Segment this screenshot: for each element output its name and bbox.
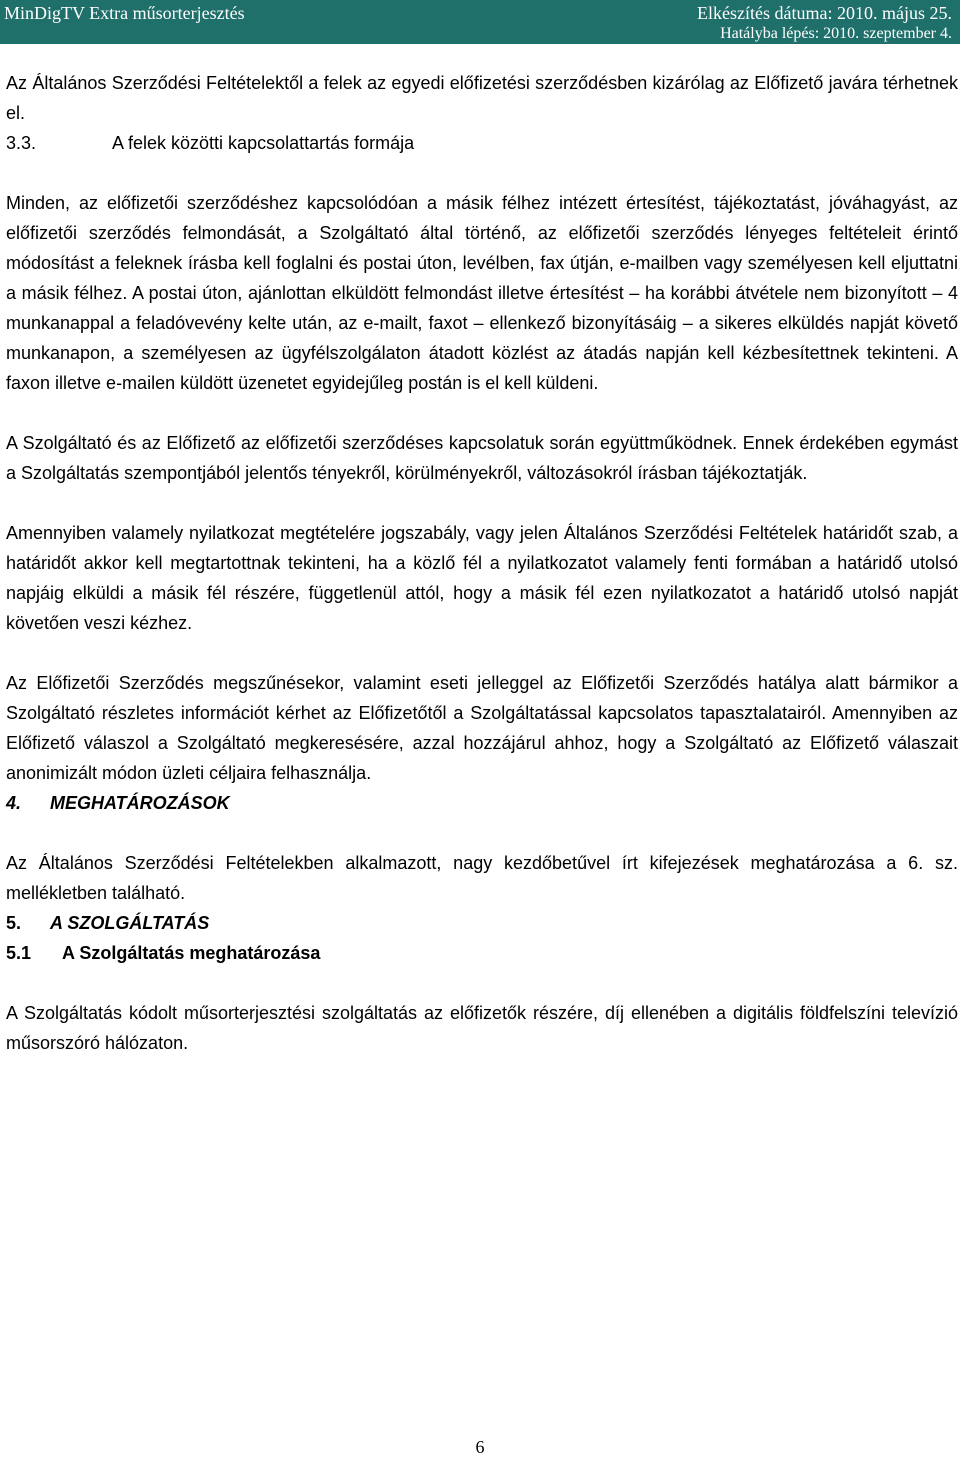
paragraph-cooperation: A Szolgáltató és az Előfizető az előfizetői szerződéses kapcsolatuk során együttműködnek. Ennek érdekében egymást a Szolgáltatás szempontjából jelentős tényekről, körülményekről, változásokról írásban tájékoztatják. xyxy=(6,433,958,483)
paragraph-feedback: Az Előfizetői Szerződés megszűnésekor, valamint eseti jelleggel az Előfizetői Szerződés hatálya alatt bármikor a Szolgáltató részletes információt kérhet az Előfizetőtől a Szolgáltatással kapcsolatos tapasztalatairól. Amennyiben az Előfizető válaszol a Szolgáltató megkeresésére, azzal hozzájárul ahhoz, hogy a Szolgáltató az Előfizető válaszait anonimizált módon üzleti céljaira felhasználja. xyxy=(6,673,958,783)
section-number: 3.3. xyxy=(6,133,37,153)
paragraph-deviation: Az Általános Szerződési Feltételektől a felek az egyedi előfizetési szerződésben kizárólag az Előfizető javára térhetnek el. xyxy=(6,73,958,123)
header-title: MinDigTV Extra műsorterjesztés xyxy=(4,3,245,23)
section-title: A Szolgáltatás meghatározása xyxy=(62,943,321,963)
paragraph-service-definition: A Szolgáltatás kódolt műsorterjesztési szolgáltatás az előfizetők részére, díj ellenében a digitális földfelszíni televízió műsorszóró hálózaton. xyxy=(6,1003,958,1053)
section-number: 5.1 xyxy=(6,943,32,963)
header-dates xyxy=(697,2,952,44)
paragraph-deadline: Amennyiben valamely nyilatkozat megtételére jogszabály, vagy jelen Általános Szerződési Feltételek határidőt szab, a határidőt akkor kell megtartottnak tekinteni, ha a közlő fél a nyilatkozatot valamely fenti formában a határidő utolsó napjáig elküldi a másik fél részére, függetlenül attól, hogy a másik fél ezen nyilatkozatot a határidő utolsó napját követően veszi kézhez. xyxy=(6,523,958,633)
paragraph-definitions: Az Általános Szerződési Feltételekben alkalmazott, nagy kezdőbetűvel írt kifejezések meghatározása a 6. sz. mellékletben található. xyxy=(6,853,958,903)
page-number: 6 xyxy=(475,1437,485,1457)
section-title: A SZOLGÁLTATÁS xyxy=(50,913,210,933)
section-title: MEGHATÁROZÁSOK xyxy=(50,793,230,813)
document-body xyxy=(6,68,958,1058)
section-heading-5-1 xyxy=(6,938,958,968)
section-heading-4 xyxy=(6,788,958,818)
section-number: 4. xyxy=(6,793,22,813)
section-title: A felek közötti kapcsolattartás formája xyxy=(112,133,415,153)
section-heading-3-3 xyxy=(6,128,958,158)
header-effective-date: Hatályba lépés: 2010. szeptember 4. xyxy=(720,25,952,42)
page-header xyxy=(0,0,960,44)
section-heading-5 xyxy=(6,908,958,938)
section-number: 5. xyxy=(6,913,22,933)
header-creation-date: Elkészítés dátuma: 2010. május 25. xyxy=(697,3,952,23)
paragraph-communication: Minden, az előfizetői szerződéshez kapcsolódóan a másik félhez intézett értesítést, tájékoztatást, jóváhagyást, az előfizetői szerződés felmondását, a Szolgáltató által történő, az előfizetői szerződés lényeges feltételeit érintő módosítást a feleknek írásba kell foglalni és postai úton, levélben, fax útján, e-mailben vagy személyesen kell eljuttatni a másik félhez. A postai úton, ajánlottan elküldött felmondást illetve értesítést – ha korábbi átvétele nem bizonyított – 4 munkanappal a feladóvevény kelte után, az e-mailt, faxot – ellenkező bizonyításáig – a sikeres elküldés napját követő munkanapon, a személyesen az ügyfélszolgálaton átadott közlést az átadás napján kell kézbesítettnek tekinteni. A faxon illetve e-mailen küldött üzenetet egyidejűleg postán is el kell küldeni. xyxy=(6,193,958,393)
